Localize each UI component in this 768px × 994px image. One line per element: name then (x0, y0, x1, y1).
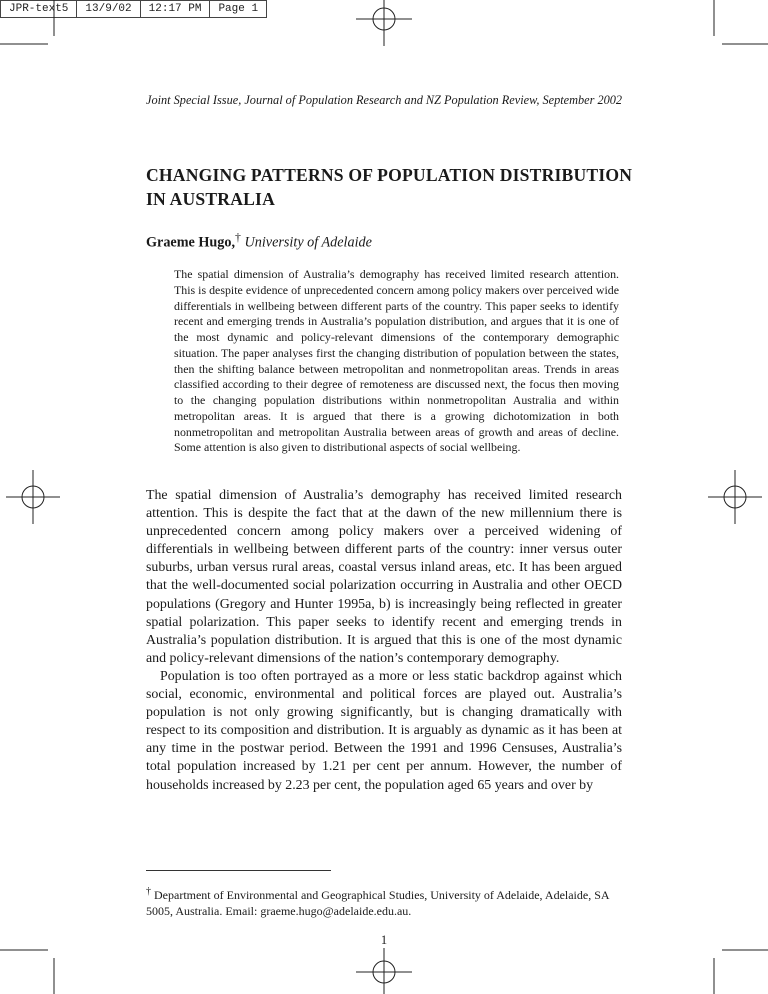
body-text (146, 487, 622, 795)
abstract: The spatial dimension of Australia’s demography has received limited research attention. This is despite evidence of unprecedented concern among policy makers over perceived wide differentials in wellbeing between different parts of the country. This paper seeks to identify recent and emerging trends in Australia’s population distribution, and argues that it is one of the most dynamic and policy-relevant dimensions of the contemporary demographic situation. The paper analyses first the changing distribution of population between the states, then the shifting balance between metropolitan and nonmetropolitan areas. Trends in areas classified according to their degree of remoteness are discussed next, the focus then moving to the changing population distributions within nonmetropolitan Australia and within metropolitan areas. It is argued that there is a growing dichotomization in both nonmetropolitan and metropolitan Australia between areas of growth and areas of decline. Some attention is also given to distributional aspects of social wellbeing. (174, 267, 619, 455)
registration-mark-left (6, 470, 60, 524)
slug-time: 12:17 PM (141, 1, 211, 17)
registration-mark-bottom (356, 948, 412, 994)
title-line-1: CHANGING PATTERNS OF POPULATION DISTRIBUTION (146, 165, 633, 185)
author-name: Graeme Hugo, (146, 234, 236, 251)
paragraph: The spatial dimension of Australia’s demography has received limited research attention. This is despite the fact that at the dawn of the new millennium there is unprecedented concern among policy makers over a perceived widening of differentials in wellbeing between different parts of the country: inner versus outer suburbs, urban versus rural areas, coastal versus inland areas, etc. It has been argued that the well-documented social polarization occurring in Australia and other OECD populations (Gregory and Hunter 1995a, b) is increasingly being reflected in greater spatial polarization. This paper seeks to identify recent and emerging trends in Australia’s population distribution. It is argued that this is one of the most dynamic and policy-relevant dimensions of the nation’s contemporary demography. (146, 488, 622, 666)
slug-page: Page 1 (218, 3, 259, 15)
registration-mark-top (356, 0, 412, 46)
footnote (146, 884, 622, 919)
author-affiliation: University of Adelaide (244, 234, 372, 251)
print-slug (0, 0, 267, 18)
registration-mark-right (708, 470, 762, 524)
paragraph: Population is too often portrayed as a more or less static backdrop against which social, economic, environmental and political forces are played out. Australia’s population is not only growing significantly, but is changing dramatically with respect to its composition and distribution. It is arguably as dynamic as it has been at any time in the postwar period. Between the 1991 and 1996 Censuses, Australia’s total population increased by 1.21 per cent per annum. However, the number of households increased by 2.23 per cent, the population aged 65 years and over by (146, 668, 622, 793)
footnote-rule (146, 870, 331, 871)
article-title (146, 163, 646, 211)
slug-date: 13/9/02 (77, 1, 140, 17)
footnote-text: Department of Environmental and Geographical Studies, University of Adelaide, Adelaide, SA 5005, Australia. Email: graeme.hugo@adelaide.edu.au. (146, 888, 609, 918)
byline (146, 230, 372, 252)
title-line-2: IN AUSTRALIA (146, 189, 276, 209)
author-footnote-mark: † (235, 230, 241, 244)
page-number: 1 (380, 933, 388, 947)
running-header: Joint Special Issue, Journal of Population Research and NZ Population Review, September 2002 (146, 93, 623, 107)
footnote-mark: † (146, 886, 151, 897)
slug-file: JPR-text5 (1, 1, 77, 17)
